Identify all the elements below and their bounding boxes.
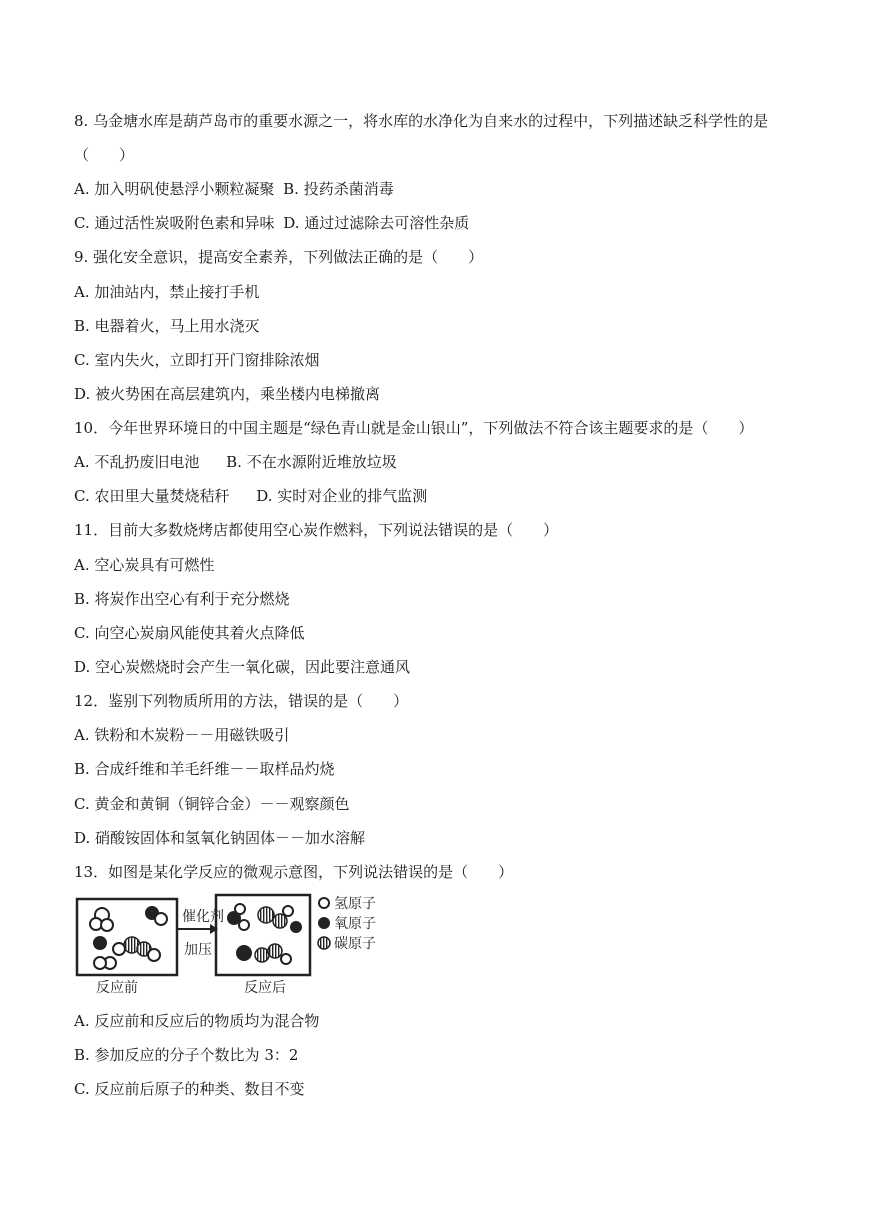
question-12-option-c[interactable]: C. 黄金和黄铜（铜锌合金）－－观察颜色 [74, 795, 350, 813]
question-9-option-d[interactable]: D. 被火势困在高层建筑内，乘坐楼内电梯撤离 [74, 385, 381, 403]
question-10-option-b[interactable]: B. 不在水源附近堆放垃圾 [226, 453, 397, 471]
question-10-options-row-1 [74, 452, 397, 472]
hydrogen-atom-icon [319, 898, 329, 908]
question-8-options-row-2 [74, 213, 469, 233]
question-11-option-d[interactable]: D. 空心炭燃烧时会产生一氧化碳，因此要注意通风 [74, 658, 411, 676]
before-label: 反应前 [96, 980, 138, 995]
question-12-option-b[interactable]: B. 合成纤维和羊毛纤维－－取样品灼烧 [74, 760, 335, 778]
question-8-option-a[interactable]: A. 加入明矾使悬浮小颗粒凝聚 [74, 180, 275, 198]
legend-carbon: 碳原子 [334, 936, 376, 952]
question-13-option-a[interactable]: A. 反应前和反应后的物质均为混合物 [74, 1012, 320, 1030]
question-8-stem: 8. 乌金塘水库是葫芦岛市的重要水源之一，将水库的水净化为自来水的过程中，下列描述缺乏科学性的是 [74, 112, 769, 130]
carbon-atom-icon [318, 937, 330, 949]
question-8-stem-continued: （ ） [74, 146, 135, 164]
before-box [77, 899, 177, 975]
question-12-stem: 12．鉴别下列物质所用的方法，错误的是（ ） [74, 692, 409, 710]
before-molecules [90, 906, 167, 969]
legend-oxygen: 氧原子 [334, 916, 376, 932]
question-10-option-c[interactable]: C. 农田里大量焚烧秸秆 [74, 487, 230, 505]
question-9-stem: 9. 强化安全意识，提高安全素养，下列做法正确的是（ ） [74, 248, 484, 266]
legend-hydrogen: 氢原子 [334, 896, 376, 912]
question-13-stem: 13．如图是某化学反应的微观示意图，下列说法错误的是（ ） [74, 863, 514, 881]
reaction-micro-diagram [74, 893, 394, 995]
arrow-top-label: 催化剂 [182, 909, 224, 925]
after-label: 反应后 [244, 980, 286, 995]
question-10-option-a[interactable]: A. 不乱扔废旧电池 [74, 453, 200, 471]
legend [318, 896, 376, 952]
question-9-option-c[interactable]: C. 室内失火，立即打开门窗排除浓烟 [74, 351, 320, 369]
question-11-option-a[interactable]: A. 空心炭具有可燃性 [74, 556, 215, 574]
question-11-stem: 11．目前大多数烧烤店都使用空心炭作燃料，下列说法错误的是（ ） [74, 521, 559, 539]
after-molecules [227, 904, 302, 964]
question-10-stem: 10．今年世界环境日的中国主题是“绿色青山就是金山银山”，下列做法不符合该主题要求的是（ ） [74, 419, 754, 437]
question-12-option-d[interactable]: D. 硝酸铵固体和氢氧化钠固体－－加水溶解 [74, 829, 366, 847]
question-11-option-b[interactable]: B. 将炭作出空心有利于充分燃烧 [74, 590, 290, 608]
question-8-option-c[interactable]: C. 通过活性炭吸附色素和异味 [74, 214, 275, 232]
question-11-option-c[interactable]: C. 向空心炭扇风能使其着火点降低 [74, 624, 305, 642]
question-8-option-d[interactable]: D. 通过过滤除去可溶性杂质 [283, 214, 470, 232]
question-13-option-b[interactable]: B. 参加反应的分子个数比为 3：2 [74, 1046, 299, 1064]
question-8-option-b[interactable]: B. 投药杀菌消毒 [283, 180, 394, 198]
question-10-options-row-2 [74, 486, 427, 506]
question-12-option-a[interactable]: A. 铁粉和木炭粉－－用磁铁吸引 [74, 726, 290, 744]
oxygen-atom-icon [318, 917, 330, 929]
question-13-option-c[interactable]: C. 反应前后原子的种类、数目不变 [74, 1080, 305, 1098]
question-10-option-d[interactable]: D. 实时对企业的排气监测 [256, 487, 428, 505]
question-9-option-a[interactable]: A. 加油站内，禁止接打手机 [74, 283, 260, 301]
question-9-option-b[interactable]: B. 电器着火，马上用水浇灭 [74, 317, 260, 335]
question-8-options-row-1 [74, 179, 394, 199]
arrow-bottom-label: 加压 [184, 942, 212, 958]
